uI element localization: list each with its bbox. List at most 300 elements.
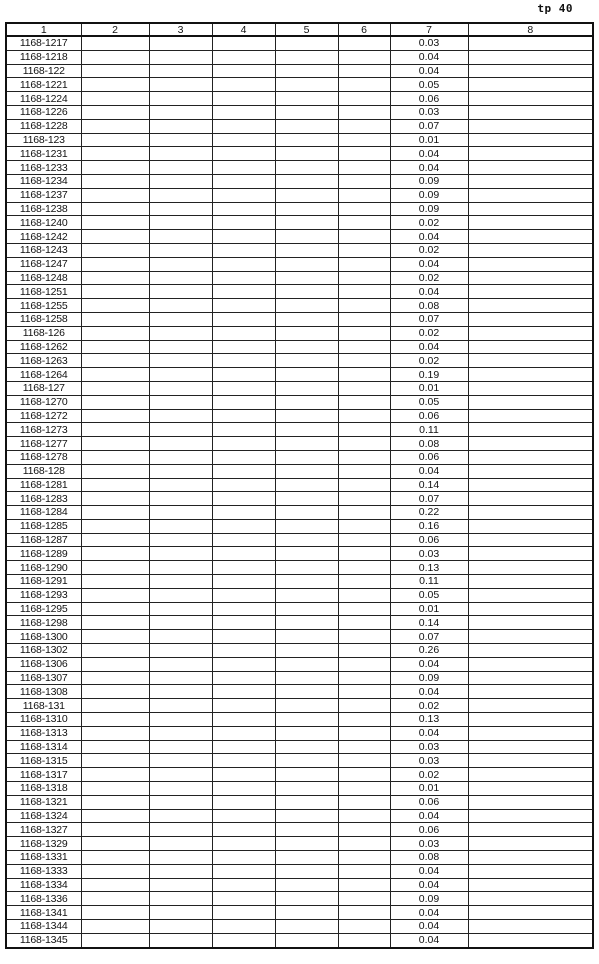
cell-empty [149, 837, 212, 851]
table-row [6, 50, 593, 64]
cell-empty [81, 616, 149, 630]
cell-empty [468, 892, 593, 906]
table-row [6, 795, 593, 809]
cell-value: 0.09 [390, 188, 468, 202]
cell-empty [275, 685, 338, 699]
cell-empty [149, 409, 212, 423]
cell-value: 0.08 [390, 851, 468, 865]
cell-item-id: 1168-128 [6, 464, 81, 478]
cell-value: 0.06 [390, 92, 468, 106]
cell-empty [149, 285, 212, 299]
cell-empty [212, 354, 275, 368]
cell-empty [149, 119, 212, 133]
cell-empty [212, 740, 275, 754]
cell-empty [338, 326, 390, 340]
table-row [6, 133, 593, 147]
cell-empty [149, 795, 212, 809]
cell-value: 0.14 [390, 616, 468, 630]
cell-empty [275, 699, 338, 713]
cell-empty [149, 478, 212, 492]
cell-empty [81, 105, 149, 119]
cell-value: 0.07 [390, 492, 468, 506]
cell-empty [338, 892, 390, 906]
table-row [6, 271, 593, 285]
cell-empty [81, 699, 149, 713]
cell-empty [468, 216, 593, 230]
cell-empty [338, 878, 390, 892]
table-row [6, 809, 593, 823]
cell-empty [275, 216, 338, 230]
cell-empty [81, 864, 149, 878]
column-header: 6 [338, 23, 390, 36]
cell-empty [212, 450, 275, 464]
table-row [6, 768, 593, 782]
cell-item-id: 1168-1302 [6, 644, 81, 658]
cell-empty [275, 519, 338, 533]
table-row [6, 547, 593, 561]
cell-item-id: 1168-1237 [6, 188, 81, 202]
cell-empty [212, 36, 275, 50]
column-header: 4 [212, 23, 275, 36]
cell-value: 0.04 [390, 657, 468, 671]
cell-empty [275, 326, 338, 340]
cell-empty [468, 381, 593, 395]
cell-item-id: 1168-1313 [6, 726, 81, 740]
cell-empty [468, 147, 593, 161]
cell-empty [212, 864, 275, 878]
cell-value: 0.09 [390, 892, 468, 906]
cell-value: 0.04 [390, 920, 468, 934]
cell-value: 0.19 [390, 368, 468, 382]
cell-empty [275, 312, 338, 326]
cell-item-id: 1168-1314 [6, 740, 81, 754]
cell-empty [212, 588, 275, 602]
table-row [6, 381, 593, 395]
table-row [6, 243, 593, 257]
cell-item-id: 1168-127 [6, 381, 81, 395]
cell-item-id: 1168-1221 [6, 78, 81, 92]
table-row [6, 340, 593, 354]
cell-empty [275, 409, 338, 423]
cell-empty [212, 561, 275, 575]
cell-empty [275, 795, 338, 809]
cell-empty [149, 657, 212, 671]
cell-empty [149, 602, 212, 616]
cell-item-id: 1168-1329 [6, 837, 81, 851]
cell-empty [212, 105, 275, 119]
cell-empty [81, 340, 149, 354]
cell-empty [212, 423, 275, 437]
cell-empty [338, 133, 390, 147]
cell-empty [468, 878, 593, 892]
cell-empty [468, 450, 593, 464]
table-row [6, 312, 593, 326]
cell-empty [81, 671, 149, 685]
table-row [6, 920, 593, 934]
cell-empty [149, 381, 212, 395]
cell-empty [468, 699, 593, 713]
cell-empty [149, 202, 212, 216]
cell-empty [275, 437, 338, 451]
cell-empty [468, 920, 593, 934]
cell-empty [275, 837, 338, 851]
cell-empty [338, 519, 390, 533]
cell-value: 0.03 [390, 837, 468, 851]
cell-empty [149, 492, 212, 506]
cell-empty [275, 381, 338, 395]
cell-empty [149, 92, 212, 106]
cell-empty [468, 105, 593, 119]
cell-empty [468, 602, 593, 616]
table-row [6, 561, 593, 575]
cell-empty [338, 602, 390, 616]
cell-empty [468, 823, 593, 837]
cell-empty [275, 64, 338, 78]
cell-empty [338, 450, 390, 464]
cell-empty [149, 464, 212, 478]
table-row [6, 864, 593, 878]
cell-empty [149, 36, 212, 50]
cell-empty [275, 671, 338, 685]
cell-empty [149, 133, 212, 147]
cell-empty [338, 354, 390, 368]
cell-empty [338, 464, 390, 478]
cell-empty [468, 671, 593, 685]
cell-empty [275, 533, 338, 547]
cell-empty [81, 271, 149, 285]
cell-empty [275, 740, 338, 754]
table-row [6, 782, 593, 796]
cell-empty [81, 726, 149, 740]
cell-empty [149, 575, 212, 589]
cell-empty [81, 368, 149, 382]
cell-empty [275, 450, 338, 464]
cell-empty [212, 837, 275, 851]
cell-empty [468, 547, 593, 561]
cell-empty [149, 644, 212, 658]
column-header: 3 [149, 23, 212, 36]
cell-empty [338, 795, 390, 809]
cell-empty [81, 809, 149, 823]
cell-value: 0.03 [390, 740, 468, 754]
cell-empty [212, 340, 275, 354]
cell-empty [212, 64, 275, 78]
cell-empty [212, 409, 275, 423]
table-row [6, 519, 593, 533]
cell-empty [468, 726, 593, 740]
cell-empty [81, 464, 149, 478]
table-row [6, 837, 593, 851]
cell-empty [81, 547, 149, 561]
cell-empty [81, 878, 149, 892]
column-header: 5 [275, 23, 338, 36]
cell-empty [81, 782, 149, 796]
cell-empty [468, 78, 593, 92]
cell-item-id: 1168-1345 [6, 933, 81, 947]
cell-empty [468, 588, 593, 602]
cell-empty [81, 851, 149, 865]
cell-item-id: 1168-1300 [6, 630, 81, 644]
cell-item-id: 1168-1284 [6, 506, 81, 520]
cell-empty [275, 906, 338, 920]
cell-value: 0.04 [390, 161, 468, 175]
cell-value: 0.04 [390, 726, 468, 740]
cell-item-id: 1168-1334 [6, 878, 81, 892]
cell-item-id: 1168-1344 [6, 920, 81, 934]
cell-empty [338, 395, 390, 409]
cell-empty [338, 685, 390, 699]
cell-empty [468, 782, 593, 796]
cell-empty [149, 782, 212, 796]
cell-empty [468, 575, 593, 589]
cell-value: 0.04 [390, 147, 468, 161]
cell-item-id: 1168-1307 [6, 671, 81, 685]
cell-item-id: 1168-1240 [6, 216, 81, 230]
column-header: 8 [468, 23, 593, 36]
cell-value: 0.04 [390, 285, 468, 299]
cell-empty [338, 906, 390, 920]
cell-empty [81, 685, 149, 699]
cell-empty [338, 119, 390, 133]
cell-empty [212, 161, 275, 175]
cell-empty [468, 119, 593, 133]
cell-empty [468, 616, 593, 630]
table-row [6, 464, 593, 478]
cell-empty [212, 630, 275, 644]
cell-empty [338, 161, 390, 175]
cell-empty [338, 920, 390, 934]
cell-empty [81, 519, 149, 533]
cell-empty [149, 271, 212, 285]
cell-item-id: 1168-1231 [6, 147, 81, 161]
cell-value: 0.05 [390, 395, 468, 409]
cell-empty [81, 437, 149, 451]
cell-empty [212, 395, 275, 409]
cell-value: 0.07 [390, 630, 468, 644]
cell-empty [149, 713, 212, 727]
cell-empty [468, 409, 593, 423]
cell-item-id: 1168-1218 [6, 50, 81, 64]
table-row [6, 630, 593, 644]
cell-value: 0.16 [390, 519, 468, 533]
cell-empty [149, 105, 212, 119]
cell-empty [81, 78, 149, 92]
cell-value: 0.26 [390, 644, 468, 658]
cell-empty [81, 312, 149, 326]
cell-value: 0.03 [390, 105, 468, 119]
table-row [6, 368, 593, 382]
cell-value: 0.07 [390, 312, 468, 326]
cell-empty [81, 795, 149, 809]
cell-empty [338, 257, 390, 271]
cell-empty [212, 464, 275, 478]
cell-empty [468, 492, 593, 506]
cell-empty [468, 326, 593, 340]
cell-value: 0.09 [390, 174, 468, 188]
cell-empty [212, 202, 275, 216]
cell-empty [149, 547, 212, 561]
cell-empty [338, 851, 390, 865]
cell-empty [338, 657, 390, 671]
cell-empty [468, 809, 593, 823]
cell-empty [275, 657, 338, 671]
cell-empty [81, 354, 149, 368]
cell-item-id: 1168-126 [6, 326, 81, 340]
cell-value: 0.06 [390, 823, 468, 837]
cell-empty [338, 588, 390, 602]
cell-value: 0.04 [390, 50, 468, 64]
page-number-label: tp 40 [537, 2, 573, 15]
cell-empty [275, 920, 338, 934]
table-row [6, 726, 593, 740]
cell-value: 0.04 [390, 933, 468, 947]
cell-empty [468, 202, 593, 216]
cell-empty [468, 340, 593, 354]
cell-empty [81, 906, 149, 920]
cell-empty [149, 726, 212, 740]
cell-empty [149, 368, 212, 382]
table-body [6, 36, 593, 948]
cell-item-id: 1168-1248 [6, 271, 81, 285]
cell-item-id: 1168-1278 [6, 450, 81, 464]
cell-empty [149, 823, 212, 837]
cell-item-id: 1168-1283 [6, 492, 81, 506]
cell-empty [338, 575, 390, 589]
cell-empty [149, 851, 212, 865]
cell-item-id: 1168-1243 [6, 243, 81, 257]
cell-empty [338, 506, 390, 520]
cell-value: 0.22 [390, 506, 468, 520]
cell-empty [468, 478, 593, 492]
cell-empty [149, 437, 212, 451]
cell-empty [338, 726, 390, 740]
cell-item-id: 1168-1324 [6, 809, 81, 823]
cell-empty [468, 506, 593, 520]
cell-empty [81, 119, 149, 133]
cell-value: 0.04 [390, 878, 468, 892]
cell-empty [81, 561, 149, 575]
table-row [6, 823, 593, 837]
table-row [6, 354, 593, 368]
cell-empty [81, 754, 149, 768]
cell-value: 0.02 [390, 271, 468, 285]
cell-empty [275, 92, 338, 106]
table-row [6, 147, 593, 161]
table-row [6, 285, 593, 299]
cell-item-id: 1168-1289 [6, 547, 81, 561]
cell-empty [338, 478, 390, 492]
cell-empty [468, 685, 593, 699]
table-row [6, 326, 593, 340]
cell-empty [275, 78, 338, 92]
cell-item-id: 1168-1226 [6, 105, 81, 119]
cell-empty [468, 354, 593, 368]
cell-empty [81, 657, 149, 671]
cell-empty [212, 616, 275, 630]
cell-empty [338, 713, 390, 727]
cell-empty [149, 326, 212, 340]
column-header: 1 [6, 23, 81, 36]
table-row [6, 299, 593, 313]
cell-empty [212, 326, 275, 340]
cell-item-id: 1168-1333 [6, 864, 81, 878]
cell-empty [212, 602, 275, 616]
cell-value: 0.02 [390, 243, 468, 257]
cell-empty [275, 933, 338, 947]
table-row [6, 685, 593, 699]
cell-empty [212, 782, 275, 796]
cell-empty [149, 257, 212, 271]
cell-empty [212, 768, 275, 782]
cell-empty [468, 768, 593, 782]
cell-empty [275, 133, 338, 147]
cell-value: 0.04 [390, 464, 468, 478]
cell-empty [275, 395, 338, 409]
cell-empty [81, 64, 149, 78]
cell-value: 0.05 [390, 588, 468, 602]
cell-item-id: 1168-1242 [6, 230, 81, 244]
cell-empty [338, 837, 390, 851]
cell-value: 0.13 [390, 713, 468, 727]
cell-empty [338, 216, 390, 230]
cell-item-id: 1168-1273 [6, 423, 81, 437]
cell-empty [468, 657, 593, 671]
cell-empty [81, 533, 149, 547]
cell-empty [468, 423, 593, 437]
cell-empty [212, 644, 275, 658]
cell-empty [275, 230, 338, 244]
cell-empty [212, 133, 275, 147]
cell-empty [468, 257, 593, 271]
table-row [6, 92, 593, 106]
cell-empty [275, 878, 338, 892]
cell-item-id: 1168-123 [6, 133, 81, 147]
cell-empty [468, 271, 593, 285]
table-row [6, 188, 593, 202]
cell-empty [149, 699, 212, 713]
cell-empty [81, 602, 149, 616]
cell-empty [275, 271, 338, 285]
cell-empty [468, 230, 593, 244]
table-row [6, 105, 593, 119]
cell-empty [81, 133, 149, 147]
table-row [6, 657, 593, 671]
cell-empty [275, 119, 338, 133]
cell-empty [468, 561, 593, 575]
cell-item-id: 1168-1233 [6, 161, 81, 175]
cell-empty [468, 795, 593, 809]
cell-item-id: 1168-1281 [6, 478, 81, 492]
table-row [6, 533, 593, 547]
cell-item-id: 1168-1293 [6, 588, 81, 602]
cell-empty [81, 188, 149, 202]
cell-empty [81, 492, 149, 506]
cell-empty [338, 754, 390, 768]
cell-empty [275, 478, 338, 492]
cell-value: 0.04 [390, 809, 468, 823]
cell-empty [81, 837, 149, 851]
cell-empty [275, 257, 338, 271]
cell-value: 0.01 [390, 602, 468, 616]
table-row [6, 713, 593, 727]
cell-empty [212, 754, 275, 768]
cell-empty [468, 368, 593, 382]
cell-empty [212, 506, 275, 520]
cell-empty [468, 713, 593, 727]
cell-value: 0.07 [390, 119, 468, 133]
cell-empty [212, 492, 275, 506]
cell-empty [338, 174, 390, 188]
